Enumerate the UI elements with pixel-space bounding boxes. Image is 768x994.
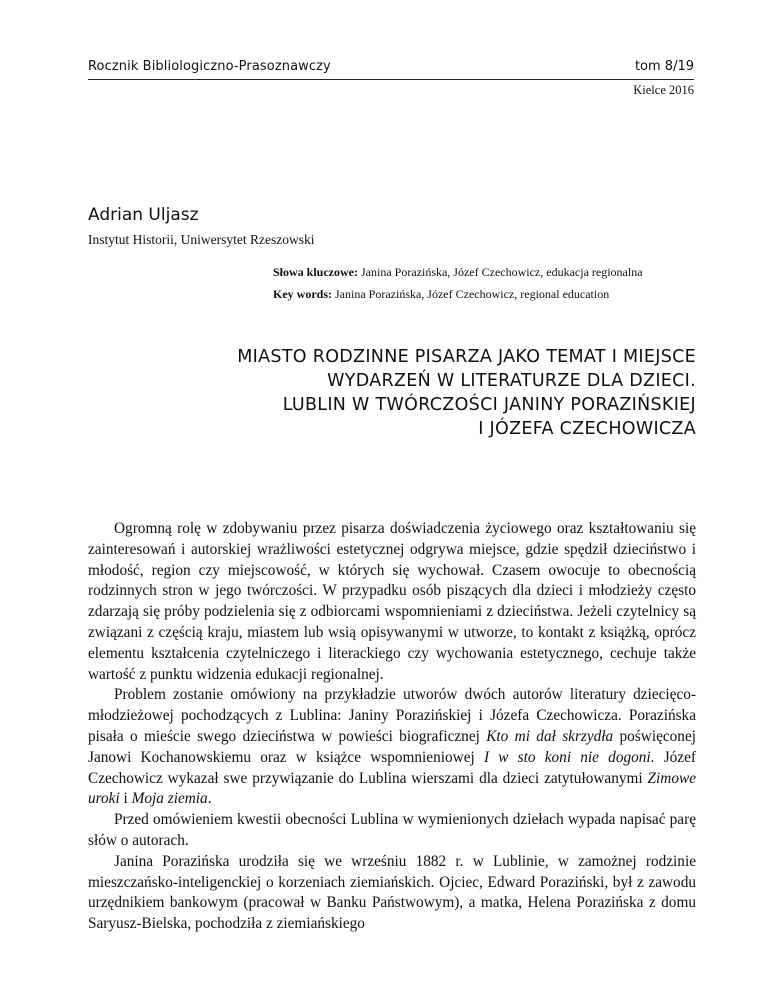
volume-number: tom 8/19 [634,59,694,74]
header-rule [88,79,694,80]
keywords-en-label: Key words: [273,287,332,301]
article-title [200,345,696,441]
keywords-pl [273,264,696,281]
book-title: I w sto koni nie dogoni [483,748,651,766]
keywords-pl-label: Słowa kluczowe: [273,265,358,279]
keywords-en-text: Janina Porazińska, Józef Czechowicz, regional education [332,287,610,301]
author-affiliation: Instytut Historii, Uniwersytet Rzeszowski [88,232,315,247]
keywords-pl-text: Janina Porazińska, Józef Czechowicz, edukacja regionalna [358,265,643,279]
keywords-en [273,286,696,303]
text-run: poświęconej Janowi Kochanowskiemu oraz w książce wspomnieniowej [88,727,696,766]
author-name: Adrian Uljasz [88,205,199,225]
paragraph: Janina Porazińska urodziła się we wrześniu 1882 r. w Lublinie, w zamożnej rodzinie mieszczańsko-inteligenckiej o korzeniach ziemiańskich. Ojciec, Edward Poraziński, był z zawodu urzędnikiem bankowym (pracował w Banku Państwowym), a matka, Helena Porazińska z domu Saryusz-Bielska, pochodziła z ziemiańskiego [88,852,696,933]
book-title: Kto mi dał skrzydła [486,727,614,745]
title-line: WYDARZEŃ W LITERATURZE DLA DZIECI. [327,371,696,391]
title-line: I JÓZEFA CZECHOWICZA [478,419,696,439]
poem-title: Moja ziemia [131,790,208,808]
place-year: Kielce 2016 [633,83,694,97]
text-run: Problem zostanie omówiony na przykładzie utworów dwóch autorów literatury dziecięco-młodzieżowej pochodzących z Lublina: Janiny Porazińskiej i Józefa Czechowicza. Porazińska pisała o mieście swego dzieciństwa w powieści biograficznej [88,686,696,745]
title-line: LUBLIN W TWÓRCZOŚCI JANINY PORAZIŃSKIEJ [282,395,696,415]
text-run: i [119,790,132,808]
journal-name: Rocznik Bibliologiczno-Prasoznawczy [88,59,331,74]
title-line: MIASTO RODZINNE PISARZA JAKO TEMAT I MIEJSCE [237,347,696,367]
text-run: . Józef Czechowicz wykazał swe przywiązanie do Lublina wierszami dla dzieci zatytułowanymi [88,748,696,787]
article-body [88,519,696,935]
paragraph [88,685,696,810]
text-run: . [207,790,212,808]
poem-title: Zimowe uroki [88,769,696,808]
paragraph: Przed omówieniem kwestii obecności Lublina w wymienionych dziełach wypada napisać parę słów o autorach. [88,811,696,849]
paragraph: Ogromną rolę w zdobywaniu przez pisarza doświadczenia życiowego oraz kształtowaniu się zainteresowań i autorskiej wrażliwości estetycznej odgrywa miejsce, gdzie spędził dzieciństwo i młodość, region czy miejscowość, w których się wychował. Czasem owocuje to obecnością rodzinnych stron w jego twórczości. W przypadku osób piszących dla dzieci i młodzieży często zdarzają się próby podzielenia się z odbiorcami wspomnieniami z dzieciństwa. Jeżeli czytelnicy są związani z częścią kraju, miastem lub wsią opisywanymi w utworze, to kontakt z książką, oprócz elementu kształcenia czytelniczego i literackiego czy wychowania estetycznego, cechuje także wartość z punktu widzenia edukacji regionalnej. [88,520,696,683]
keywords-block [273,264,696,303]
